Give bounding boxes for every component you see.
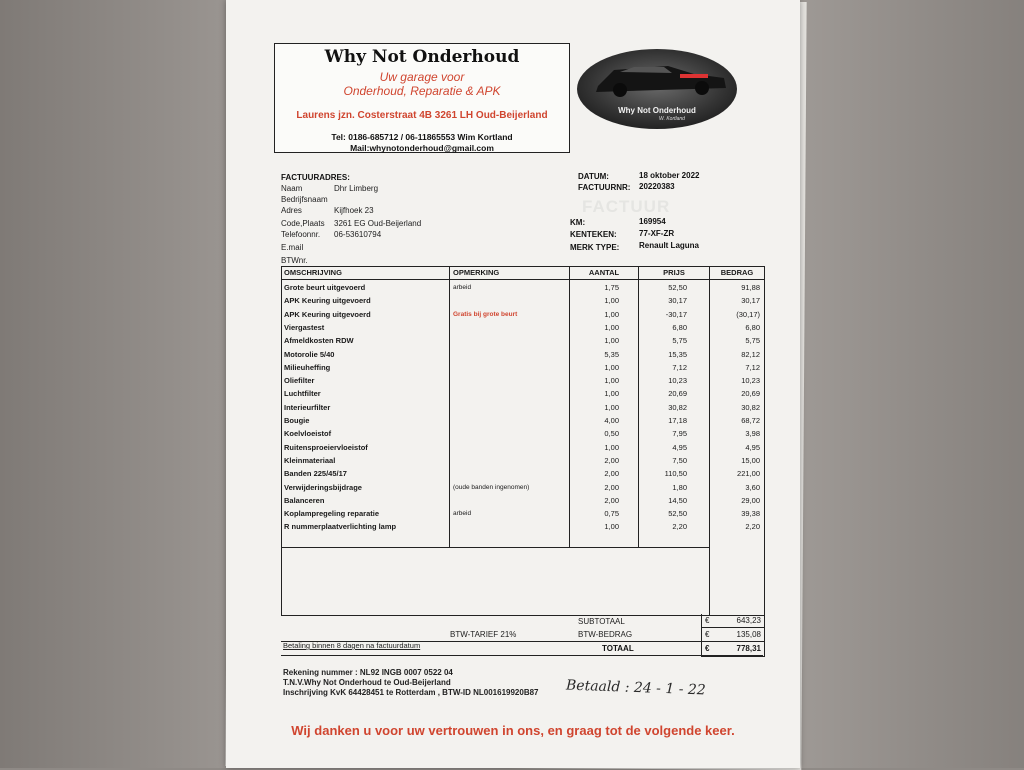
- table-row: [282, 281, 764, 294]
- row-quantity: 1,75: [604, 283, 619, 292]
- table-row: [282, 294, 764, 307]
- row-amount: 7,12: [745, 362, 760, 372]
- background-left: [0, 0, 228, 768]
- row-amount: 4,95: [745, 442, 760, 452]
- total-value: 778,31: [736, 644, 761, 653]
- invoice-number: 20220383: [639, 182, 675, 191]
- table-row: [282, 401, 764, 414]
- customer-label-btw: BTWnr.: [281, 256, 308, 265]
- row-price: 30,17: [668, 296, 687, 306]
- row-price: 17,18: [668, 416, 687, 425]
- row-description: APK Keuring uitgevoerd: [284, 309, 371, 319]
- vat-label: BTW-BEDRAG: [578, 630, 633, 639]
- row-amount: (30,17): [736, 309, 760, 319]
- currency-symbol: €: [705, 630, 710, 639]
- invoice-number-label: FACTUURNR:: [578, 183, 631, 192]
- row-description: Oliefilter: [284, 376, 315, 386]
- row-price: 7,12: [672, 362, 687, 372]
- customer-value-adres: Kijfhoek 23: [334, 206, 374, 215]
- invoice-watermark: FACTUUR: [582, 197, 671, 216]
- row-description: Verwijderingsbijdrage: [284, 482, 362, 492]
- km-label: KM:: [570, 218, 586, 227]
- customer-value-telefoon: 06-53610794: [334, 230, 382, 239]
- total-rule-bottom: [281, 655, 763, 656]
- kvk-btw: Inschrijving KvK 64428451 te Rotterdam , BTW-ID NL001619920B87: [283, 688, 539, 697]
- row-description: Interieurfilter: [284, 402, 331, 412]
- subtotal-label: SUBTOTAAL: [578, 617, 625, 626]
- table-row: [282, 321, 764, 334]
- paid-signature: Betaald : 24 - 1 - 22: [565, 677, 706, 699]
- currency-symbol: €: [705, 644, 710, 653]
- customer-value-naam: Dhr Limberg: [334, 184, 379, 193]
- row-price: 7,50: [672, 455, 687, 465]
- customer-value-plaats: 3261 EG Oud-Beijerland: [334, 219, 422, 228]
- row-note: arbeid: [453, 510, 472, 518]
- row-amount: 2,20: [745, 522, 760, 532]
- row-quantity: 1,00: [604, 296, 619, 306]
- row-price: 14,50: [668, 495, 687, 505]
- table-row: [282, 441, 764, 454]
- km-value: 169954: [639, 217, 666, 226]
- row-amount: 30,82: [741, 402, 760, 412]
- row-description: Balanceren: [284, 495, 325, 505]
- row-amount: 91,88: [741, 283, 760, 292]
- line-items-table: [281, 266, 765, 616]
- row-amount: 3,60: [745, 482, 760, 492]
- logo-subtext: W. Kortland: [659, 116, 685, 122]
- customer-label-naam: Naam: [281, 184, 303, 193]
- payment-note: Betaling binnen 8 dagen na factuurdatum: [283, 641, 421, 650]
- logo-text: Why Not Onderhoud: [618, 106, 696, 115]
- company-logo: [576, 48, 738, 130]
- row-note: arbeid: [453, 284, 472, 291]
- vat-row: [702, 628, 764, 642]
- company-address: Laurens jzn. Costerstraat 4B 3261 LH Oud-Beijerland: [296, 110, 548, 121]
- row-amount: 82,12: [741, 349, 760, 359]
- header-aantal: AANTAL: [588, 268, 620, 277]
- header-opmerking: OPMERKING: [453, 268, 500, 277]
- company-name: Why Not Onderhoud: [324, 47, 520, 67]
- row-note: Gratis bij grote beurt: [453, 310, 518, 318]
- header-bedrag: BEDRAG: [720, 268, 754, 277]
- row-description: Ruitensproeiervloeistof: [284, 442, 368, 452]
- company-phone: Tel: 0186-685712 / 06-11865553 Wim Kortland: [331, 132, 513, 142]
- row-price: 5,75: [672, 336, 687, 346]
- row-description: Grote beurt uitgevoerd: [284, 283, 366, 292]
- bank-holder: T.N.V.Why Not Onderhoud te Oud-Beijerland: [283, 678, 451, 687]
- company-header: [274, 43, 570, 153]
- brand-value: Renault Laguna: [639, 241, 700, 250]
- row-description: Viergastest: [284, 322, 325, 332]
- table-row: [282, 348, 764, 361]
- company-mail: Mail:whynotonderhoud@gmail.com: [350, 143, 494, 153]
- plate-value: 77-XF-ZR: [639, 229, 675, 238]
- table-row: [282, 481, 764, 494]
- table-row: [282, 427, 764, 440]
- row-quantity: 1,00: [604, 336, 619, 346]
- table-row: [282, 387, 764, 400]
- row-amount: 68,72: [741, 416, 760, 425]
- date-label: DATUM:: [578, 172, 609, 181]
- table-row: [282, 334, 764, 347]
- bank-account: Rekening nummer : NL92 INGB 0007 0522 04: [283, 668, 453, 677]
- row-quantity: 1,00: [604, 389, 619, 399]
- customer-label-email: E.mail: [281, 243, 304, 252]
- row-quantity: 5,35: [604, 349, 619, 359]
- row-price: 52,50: [668, 509, 687, 519]
- total-row: [702, 642, 764, 655]
- row-note: (oude banden ingenomen): [453, 483, 530, 491]
- items-area-divider: [282, 547, 709, 548]
- totals-box: [701, 614, 765, 657]
- table-row: [282, 361, 764, 374]
- brand-label: MERK TYPE:: [570, 243, 620, 252]
- row-description: Afmeldkosten RDW: [284, 336, 354, 346]
- customer-label-adres: Adres: [281, 206, 302, 215]
- header-underline: [282, 279, 764, 280]
- row-description: Banden 225/45/17: [284, 469, 347, 479]
- row-description: Motorolie 5/40: [284, 349, 335, 359]
- customer-label-plaats: Code,Plaats: [281, 219, 325, 228]
- row-price: 15,35: [668, 349, 687, 359]
- table-row: [282, 467, 764, 480]
- customer-label-bedrijfsnaam: Bedrijfsnaam: [281, 195, 328, 204]
- header-omschrijving: OMSCHRIJVING: [284, 268, 342, 277]
- row-amount: 221,00: [737, 469, 760, 479]
- total-label: TOTAAL: [602, 644, 634, 653]
- row-price: 52,50: [668, 283, 687, 292]
- row-price: -30,17: [665, 309, 687, 319]
- row-description: Koelvloeistof: [284, 429, 332, 439]
- table-row: [282, 414, 764, 427]
- vat-rate-label: BTW-TARIEF 21%: [450, 630, 517, 639]
- row-quantity: 4,00: [604, 416, 619, 425]
- row-amount: 29,00: [741, 495, 760, 505]
- row-amount: 3,98: [745, 429, 760, 439]
- header-prijs: PRIJS: [663, 268, 685, 277]
- plate-label: KENTEKEN:: [570, 230, 617, 239]
- row-amount: 20,69: [741, 389, 760, 399]
- table-row: [282, 454, 764, 467]
- vat-value: 135,08: [736, 630, 761, 639]
- company-tagline-2: Onderhoud, Reparatie & APK: [343, 84, 501, 98]
- thanks-message: Wij danken u voor uw vertrouwen in ons, en graag tot de volgende keer.: [291, 723, 735, 738]
- subtotal-row: [702, 614, 764, 628]
- row-price: 1,80: [672, 482, 687, 492]
- table-row: [282, 520, 764, 533]
- row-price: 4,95: [672, 442, 687, 452]
- row-amount: 39,38: [741, 509, 760, 519]
- row-quantity: 0,75: [604, 509, 619, 519]
- row-quantity: 1,00: [604, 402, 619, 412]
- customer-heading: FACTUURADRES:: [281, 173, 350, 182]
- row-quantity: 2,00: [604, 455, 619, 465]
- subtotal-value: 643,23: [736, 616, 761, 625]
- row-quantity: 2,00: [604, 495, 619, 505]
- row-amount: 5,75: [745, 336, 760, 346]
- row-quantity: 2,00: [604, 482, 619, 492]
- row-description: Bougie: [284, 416, 310, 425]
- row-quantity: 1,00: [604, 442, 619, 452]
- row-amount: 6,80: [745, 322, 760, 332]
- row-description: Milieuheffing: [284, 362, 331, 372]
- table-row: [282, 374, 764, 387]
- row-quantity: 0,50: [604, 429, 619, 439]
- row-description: Luchtfilter: [284, 389, 321, 399]
- row-description: Koplampregeling reparatie: [284, 509, 380, 519]
- row-price: 110,50: [664, 469, 687, 479]
- invoice-date: 18 oktober 2022: [639, 171, 700, 180]
- row-quantity: 1,00: [604, 309, 619, 319]
- row-description: R nummerplaatverlichting lamp: [284, 522, 397, 532]
- table-row: [282, 507, 764, 520]
- row-quantity: 1,00: [604, 522, 619, 532]
- row-price: 10,23: [668, 376, 687, 386]
- table-row: [282, 494, 764, 507]
- row-quantity: 1,00: [604, 376, 619, 386]
- row-price: 2,20: [672, 522, 687, 532]
- row-quantity: 1,00: [604, 362, 619, 372]
- row-price: 20,69: [668, 389, 687, 399]
- row-amount: 30,17: [741, 296, 760, 306]
- row-description: APK Keuring uitgevoerd: [284, 296, 371, 306]
- invoice-paper: [226, 0, 800, 768]
- row-amount: 15,00: [741, 455, 760, 465]
- row-amount: 10,23: [741, 376, 760, 386]
- row-quantity: 1,00: [604, 322, 619, 332]
- background-right: [800, 0, 1024, 768]
- customer-label-telefoon: Telefoonnr.: [281, 230, 321, 239]
- company-tagline-1: Uw garage voor: [379, 70, 465, 84]
- row-quantity: 2,00: [604, 469, 619, 479]
- row-price: 30,82: [668, 402, 687, 412]
- row-price: 6,80: [672, 322, 687, 332]
- currency-symbol: €: [705, 616, 710, 625]
- row-price: 7,95: [672, 429, 687, 439]
- table-row: [282, 308, 764, 321]
- row-description: Kleinmateriaal: [284, 455, 336, 465]
